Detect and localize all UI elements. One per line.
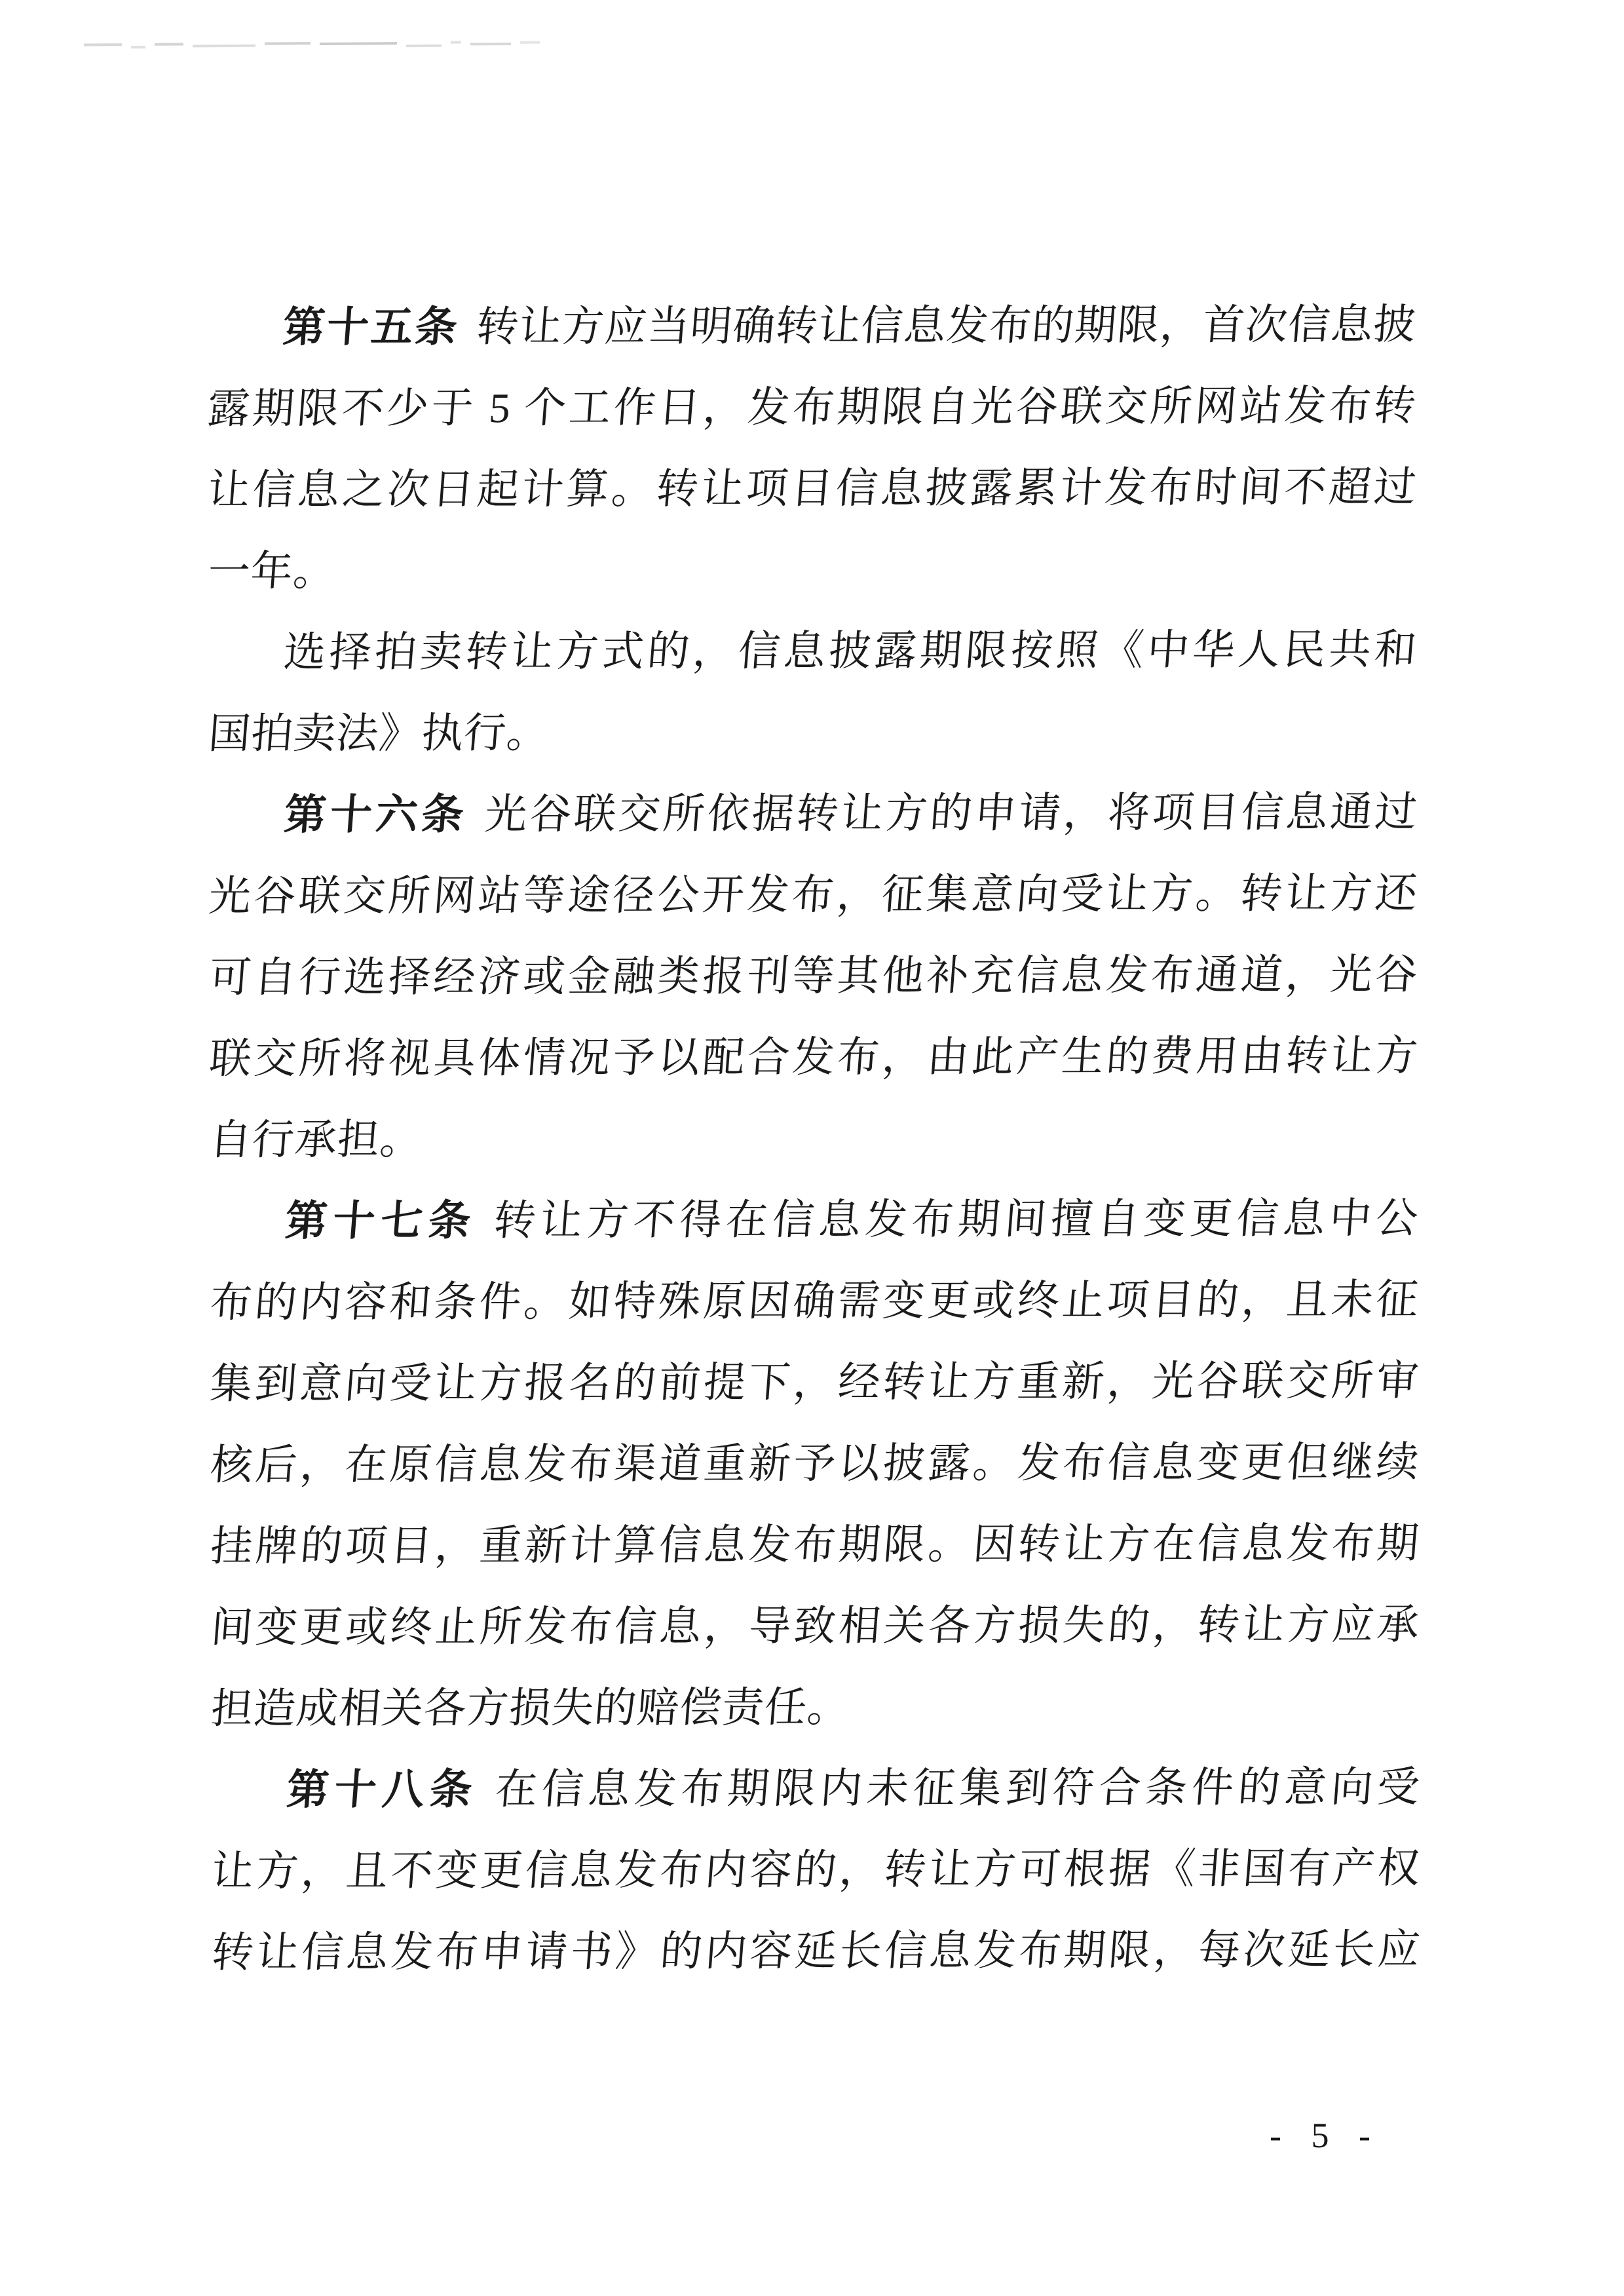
line-text: 让方，且不变更信息发布内容的，转让方可根据《非国有产权 — [210, 1845, 1422, 1895]
line-text: 挂牌的项目，重新计算信息发布期限。因转让方在信息发布期 — [208, 1520, 1422, 1570]
text-line — [208, 1747, 1423, 1831]
line-text: 自行承担。 — [208, 1116, 425, 1164]
line-text: 间变更或终止所发布信息，导致相关各方损失的，转让方应承 — [209, 1601, 1422, 1651]
page-number: - 5 - — [1270, 2116, 1381, 2155]
line-text: 在信息发布期限内未征集到符合条件的意向受 — [493, 1763, 1422, 1813]
text-line — [205, 609, 1420, 694]
text-line — [206, 691, 1420, 775]
article-number: 第十五条 — [281, 303, 461, 351]
text-line — [207, 1341, 1422, 1425]
line-text: 核后，在原信息发布渠道重新予以披露。发布信息变更但继续 — [208, 1438, 1422, 1489]
article-number: 第十八条 — [285, 1766, 480, 1814]
text-line — [206, 853, 1420, 938]
text-line — [208, 1422, 1422, 1506]
line-text: 让信息之次日起计算。转让项目信息披露累计发布时间不超过 — [206, 463, 1419, 514]
text-line — [209, 1909, 1424, 1994]
text-line — [208, 1828, 1423, 1913]
text-line — [207, 1259, 1422, 1344]
text-line — [207, 1178, 1422, 1263]
line-text: 集到意向受让方报名的前提下，经转让方重新，光谷联交所审 — [208, 1357, 1421, 1407]
line-text: 转让信息发布申请书》的内容延长信息发布期限，每次延长应 — [210, 1926, 1422, 1976]
document-body — [208, 284, 1421, 1994]
line-text: 选择拍卖转让方式的，信息披露期限按照《中华人民共和 — [282, 626, 1419, 676]
line-text: 光谷联交所依据转让方的申请，将项目信息通过 — [483, 788, 1420, 838]
line-text: 转让方不得在信息发布期间擅自变更信息中公 — [492, 1195, 1421, 1244]
line-text: 一年。 — [206, 547, 338, 595]
text-line — [205, 528, 1420, 613]
text-line — [208, 1584, 1422, 1669]
text-line — [208, 1503, 1422, 1588]
line-text: 光谷联交所网站等途径公开发布，征集意向受让方。转让方还 — [207, 870, 1420, 920]
article-number: 第十七条 — [283, 1197, 478, 1245]
line-text: 联交所将视具体情况予以配合发布，由此产生的费用由转让方 — [208, 1032, 1420, 1082]
line-text: 国拍卖法》执行。 — [206, 710, 552, 757]
text-line — [208, 1666, 1423, 1750]
article-number: 第十六条 — [282, 791, 470, 839]
line-text: 露期限不少于 5 个工作日，发布期限自光谷联交所网站发布转 — [206, 382, 1418, 432]
text-line — [206, 1016, 1421, 1100]
scan-artifact — [84, 35, 556, 55]
line-text: 担造成相关各方损失的赔偿责任。 — [209, 1683, 852, 1732]
text-line — [204, 284, 1419, 369]
text-line — [206, 934, 1421, 1019]
text-line — [205, 447, 1420, 531]
text-line — [206, 1097, 1421, 1181]
text-line — [206, 772, 1420, 856]
line-text: 可自行选择经济或金融类报刊等其他补充信息发布通道，光谷 — [207, 951, 1420, 1001]
line-text: 转让方应当明确转让信息发布的期限，首次信息披 — [474, 301, 1418, 351]
text-line — [204, 366, 1419, 450]
line-text: 布的内容和条件。如特殊原因确需变更或终止项目的，且未征 — [208, 1276, 1421, 1326]
